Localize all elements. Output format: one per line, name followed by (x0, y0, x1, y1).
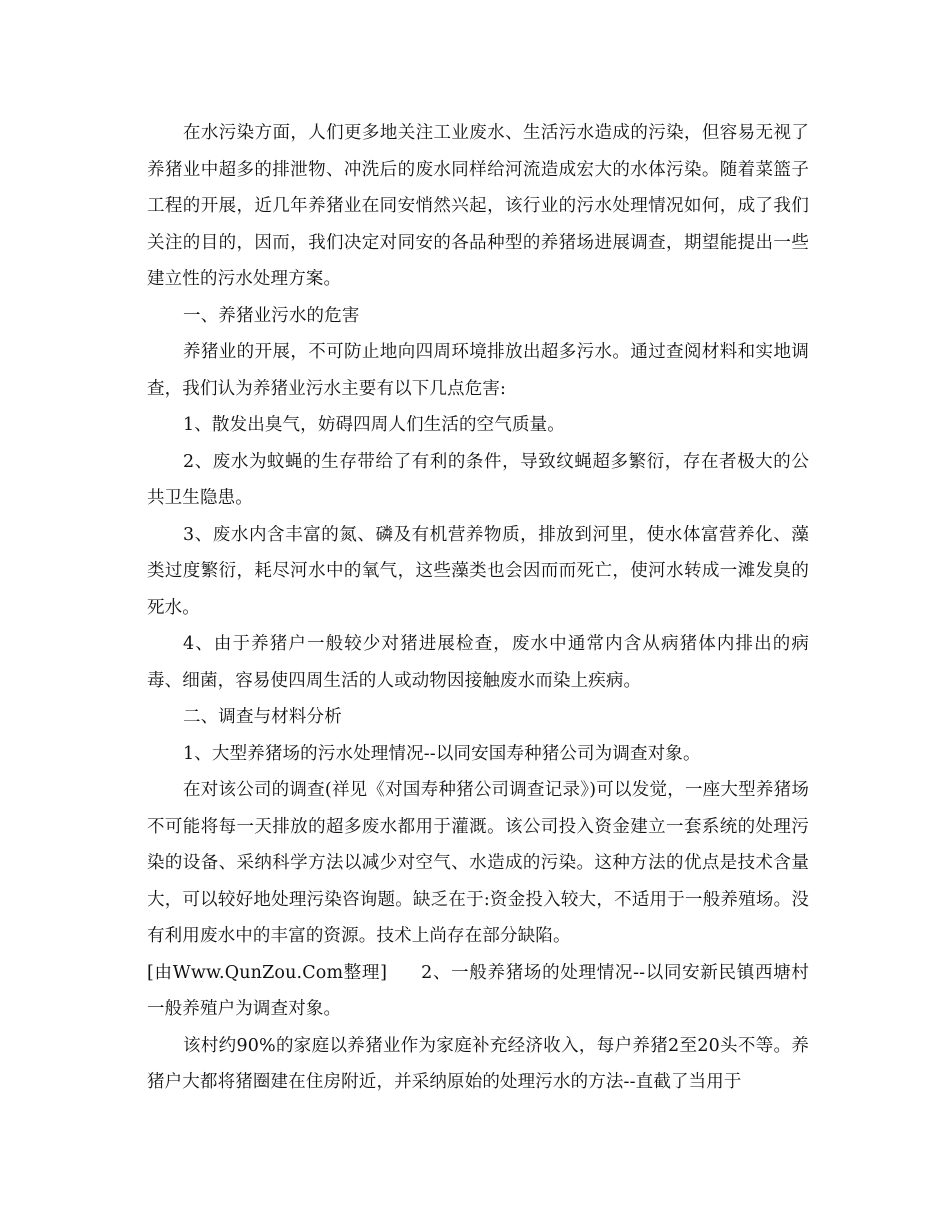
list-item-hazard-2: 2、废水为蚊蝇的生存带给了有利的条件，导致纹蝇超多繁衍，存在者极大的公共卫生隐患。 (147, 451, 809, 508)
paragraph-large-farm: 在对该公司的调查(祥见《对国寿种猪公司调查记录》)可以发觉，一座大型养猪场不可能将每一天排放的超多废水都用于灌溉。该公司投入资金建立一套系统的处理污染的设备、采纳科学方法以减少对空气、水造成的污染。这种方法的优点是技术含量大，可以较好地处理污染咨询题。缺乏在于:资金投入较大，不适用于一般养殖场。没有利用废水中的丰富的资源。技术上尚存在部分缺陷。 (147, 780, 809, 946)
list-item-analysis-2: 2、一般养猪场的处理情况--以同安新民镇西塘村一般养殖户为调查对象。 (147, 962, 809, 1019)
source-note: [由Www.QunZou.Com整理] (147, 962, 388, 983)
list-item-hazard-1: 1、散发出臭气，妨碍四周人们生活的空气质量。 (183, 415, 565, 435)
section-heading-hazards: 一、养猪业污水的危害 (183, 305, 360, 326)
section-heading-analysis: 二、调查与材料分析 (183, 707, 342, 727)
paragraph-intro: 在水污染方面，人们更多地关注工业废水、生活污水造成的污染，但容易无视了养猪业中超多的排泄物、冲洗后的废水同样给河流造成宏大的水体污染。随着菜篮子工程的开展，近几年养猪业在同安悄然兴起，该行业的污水处理情况如何，成了我们关注的目的，因而，我们决定对同安的各品种型的养猪场进展调查，期望能提出一些建立性的污水处理方案。 (147, 123, 809, 289)
list-item-hazard-3: 3、废水内含丰富的氮、磷及有机营养物质，排放到河里，使水体富营养化、藻类过度繁衍，耗尽河水中的氧气，这些藻类也会因而而死亡，使河水转成一滩发臭的死水。 (147, 524, 809, 618)
paragraph-hazards-intro: 养猪业的开展，不可防止地向四周环境排放出超多污水。通过查阅材料和实地调查，我们认为养猪业污水主要有以下几点危害: (147, 342, 809, 399)
paragraph-village: 该村约90%的家庭以养猪业作为家庭补充经济收入，每户养猪2至20头不等。养猪户大都将猪圈建在住房附近，并采纳原始的处理污水的方法--直截了当用于 (147, 1035, 809, 1092)
body-text (147, 115, 809, 1101)
list-item-hazard-4: 4、由于养猪户一般较少对猪进展检查，废水中通常内含从病猪体内排出的病毒、细菌，容易使四周生活的人或动物因接触废水而染上疾病。 (147, 634, 809, 691)
list-item-analysis-1: 1、大型养猪场的污水处理情况--以同安国寿种猪公司为调查对象。 (183, 743, 701, 764)
paragraph-source-note (147, 955, 809, 1028)
